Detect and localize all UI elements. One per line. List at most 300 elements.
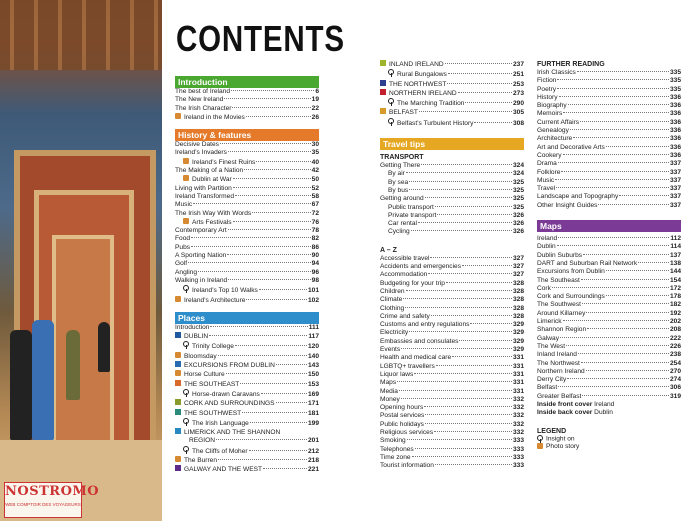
toc-entry	[380, 346, 524, 354]
introduction-list	[175, 88, 319, 122]
toc-entry-page: 331	[512, 387, 524, 395]
dot-leader	[436, 365, 512, 366]
dot-leader	[406, 290, 512, 291]
toc-entry-title: Dublin	[537, 243, 556, 251]
toc-entry-page: 332	[512, 412, 524, 420]
toc-entry-title: Greater Belfast	[537, 392, 582, 400]
dot-leader	[583, 254, 669, 255]
dot-leader	[235, 195, 311, 196]
toc-entry-page: 58	[311, 192, 319, 200]
toc-entry-title: The best of Ireland	[175, 88, 230, 95]
pin-icon	[183, 341, 189, 348]
dot-leader	[568, 104, 669, 105]
history-list	[175, 141, 319, 305]
toc-entry-title: The Irish Language	[192, 419, 249, 427]
toc-entry-title: Ireland’s Architecture	[184, 296, 246, 304]
toc-entry	[537, 177, 681, 185]
toc-entry-page: 6	[315, 88, 319, 95]
toc-entry	[537, 69, 681, 77]
toc-entry-page: 178	[669, 293, 681, 301]
toc-entry	[380, 80, 524, 89]
toc-entry-page: 201	[307, 437, 319, 445]
dot-leader	[470, 323, 512, 324]
toc-entry-page: 327	[512, 263, 524, 271]
toc-entry-title: Maps	[380, 379, 397, 387]
legend-insight: Insight on	[537, 435, 681, 444]
section-header-travel: Travel tips	[380, 138, 524, 150]
dot-leader	[425, 197, 512, 198]
toc-entry-page: 199	[307, 419, 319, 427]
toc-entry-page: 94	[311, 260, 319, 268]
toc-entry-page: 222	[669, 334, 681, 342]
toc-entry-title: Time zone	[380, 453, 411, 461]
camera-icon	[175, 456, 181, 462]
toc-entry	[175, 361, 319, 370]
toc-entry-page: 50	[311, 176, 319, 184]
toc-entry-title: Crime and safety	[380, 312, 430, 320]
pin-icon	[537, 435, 543, 442]
toc-entry-page: 153	[307, 380, 319, 388]
dot-leader	[598, 204, 669, 205]
toc-entry-page: 333	[512, 453, 524, 461]
dot-leader	[399, 390, 512, 391]
dot-leader	[563, 154, 669, 155]
dot-leader	[437, 214, 512, 215]
toc-entry-title: Architecture	[537, 135, 573, 143]
section-color-square-icon	[380, 60, 386, 66]
toc-entry	[380, 437, 524, 445]
toc-entry	[175, 149, 319, 157]
dot-leader	[276, 402, 307, 403]
legend-photo: Photo story	[537, 443, 681, 451]
pin-icon	[388, 98, 394, 105]
dot-leader	[567, 378, 669, 379]
toc-entry	[537, 277, 681, 285]
toc-entry-title: By sea	[388, 178, 409, 186]
toc-entry	[175, 285, 319, 295]
dot-leader	[558, 162, 669, 163]
toc-entry	[537, 202, 681, 210]
toc-entry	[175, 193, 319, 201]
toc-entry-page: 333	[512, 437, 524, 445]
dot-leader	[228, 229, 311, 230]
toc-entry-title: THE SOUTHWEST	[184, 409, 242, 417]
dot-leader	[428, 273, 512, 274]
toc-entry-title: THE SOUTHEAST	[184, 380, 240, 388]
toc-entry	[175, 456, 319, 465]
toc-entry-page: 333	[512, 445, 524, 453]
dot-leader	[228, 279, 310, 280]
toc-entry-page: 327	[512, 271, 524, 279]
dot-leader	[558, 237, 669, 238]
dot-leader	[424, 406, 512, 407]
toc-entry	[175, 218, 319, 227]
toc-entry-page: 328	[512, 287, 524, 295]
toc-entry-page: 337	[669, 168, 681, 176]
dot-leader	[198, 271, 311, 272]
toc-entry	[380, 321, 524, 329]
toc-entry-title: Getting around	[380, 195, 424, 203]
toc-entry-title: Music	[175, 201, 193, 209]
toc-entry	[380, 280, 524, 288]
toc-entry	[537, 301, 681, 309]
toc-entry-title: Public holidays	[380, 420, 424, 428]
toc-entry-page: 326	[512, 220, 524, 228]
dot-leader	[401, 398, 512, 399]
dot-leader	[578, 353, 669, 354]
toc-entry-title: Accessible travel	[380, 254, 430, 262]
toc-entry	[537, 268, 681, 276]
toc-entry	[537, 368, 681, 376]
toc-entry-page: 337	[669, 160, 681, 168]
toc-entry	[380, 179, 524, 187]
toc-entry-page: 90	[311, 252, 319, 260]
dot-leader	[573, 137, 669, 138]
column-1	[175, 72, 319, 475]
dot-leader	[252, 212, 310, 213]
toc-entry	[380, 108, 524, 117]
toc-entry-page: 137	[669, 251, 681, 259]
toc-entry-page: 337	[669, 193, 681, 201]
toc-entry-title: The Irish Way With Words	[175, 209, 252, 217]
dot-leader	[606, 146, 669, 147]
toc-entry-page: 319	[669, 392, 681, 400]
dot-leader	[474, 122, 512, 123]
toc-entry-page: 238	[669, 351, 681, 359]
toc-entry-page: 67	[311, 201, 319, 209]
toc-entry	[175, 105, 319, 113]
dot-leader	[582, 395, 669, 396]
toc-entry	[175, 244, 319, 252]
toc-entry-page: 169	[307, 390, 319, 398]
toc-entry-title: Health and medical care	[380, 354, 452, 362]
toc-entry	[175, 167, 319, 175]
toc-entry	[537, 360, 681, 368]
toc-entry	[537, 343, 681, 351]
toc-entry-title: Memoirs	[537, 110, 563, 118]
toc-entry-page: 171	[307, 400, 319, 408]
dot-leader	[421, 164, 512, 165]
dot-leader	[246, 299, 307, 300]
dot-leader	[409, 189, 512, 190]
maps-list	[537, 235, 681, 401]
dot-leader	[412, 456, 512, 457]
toc-entry-title: Cycling	[388, 228, 410, 236]
camera-icon	[175, 113, 181, 119]
toc-entry-page: 335	[669, 77, 681, 85]
camera-icon	[175, 352, 181, 358]
toc-entry-page: 254	[669, 359, 681, 367]
toc-entry-title: LGBTQ+ travellers	[380, 362, 435, 370]
toc-entry-title: Telephones	[380, 445, 414, 453]
toc-entry-title: Pubs	[175, 243, 191, 251]
toc-entry-page: 82	[311, 235, 319, 243]
dot-leader	[261, 393, 307, 394]
toc-entry-page: 30	[311, 141, 319, 149]
dot-leader	[452, 356, 512, 357]
toc-entry	[175, 141, 319, 149]
toc-entry	[380, 162, 524, 170]
toc-entry-page: 335	[669, 85, 681, 93]
toc-entry-title: Angling	[175, 268, 197, 276]
dot-leader	[445, 63, 512, 64]
toc-entry-title: INLAND IRELAND	[389, 61, 444, 68]
dot-leader	[559, 96, 669, 97]
dot-leader	[246, 116, 311, 117]
toc-entry	[175, 399, 319, 408]
toc-entry-page: 221	[307, 466, 319, 474]
dot-leader	[552, 287, 669, 288]
az-list	[380, 255, 524, 471]
toc-entry	[175, 210, 319, 218]
toc-entry-page: 335	[669, 69, 681, 76]
toc-entry	[537, 252, 681, 260]
dot-leader	[448, 73, 512, 74]
toc-entry	[380, 220, 524, 228]
dot-leader	[233, 187, 311, 188]
toc-entry	[537, 260, 681, 268]
toc-entry-page: 140	[307, 352, 319, 360]
dot-leader	[193, 203, 310, 204]
pin-icon	[183, 389, 189, 396]
toc-entry-title: Travel	[537, 185, 556, 193]
toc-entry-title: Introduction	[175, 323, 210, 331]
ceiling-frieze	[0, 0, 162, 70]
toc-entry-title: History	[537, 93, 558, 101]
visitor-figure	[66, 330, 80, 400]
toc-entry-title: Getting There	[380, 162, 421, 170]
dot-leader	[244, 169, 310, 170]
toc-entry-title: NORTHERN IRELAND	[389, 89, 457, 97]
toc-entry-title: The West	[537, 342, 566, 350]
toc-entry-page: 329	[512, 321, 524, 329]
dot-leader	[210, 326, 307, 327]
legend-label: LEGEND	[537, 427, 567, 435]
toc-entry	[175, 185, 319, 193]
toc-entry	[175, 296, 319, 305]
toc-entry-page: 270	[669, 367, 681, 375]
inside-front-cover: Inside front cover Ireland	[537, 400, 615, 408]
toc-entry-title: Trinity College	[192, 343, 234, 351]
toc-entry-page: 324	[512, 162, 524, 170]
toc-entry	[175, 175, 319, 184]
section-color-square-icon	[175, 428, 181, 434]
toc-entry-title: Biography	[537, 102, 567, 110]
toc-entry-title: Embassies and consulates	[380, 337, 459, 345]
toc-entry-page: 326	[512, 211, 524, 219]
toc-entry	[380, 195, 524, 203]
toc-entry	[175, 269, 319, 277]
toc-entry-page: 336	[669, 135, 681, 143]
toc-entry	[537, 94, 681, 102]
toc-entry-page: 76	[311, 218, 319, 226]
toc-entry-page: 331	[512, 370, 524, 378]
toc-entry-page: 112	[670, 235, 681, 243]
toc-entry	[175, 96, 319, 104]
toc-entry-title: BELFAST	[389, 109, 418, 117]
toc-entry-title: Cork	[537, 284, 551, 292]
toc-entry	[380, 89, 524, 98]
section-color-square-icon	[175, 380, 181, 386]
dot-leader	[561, 171, 669, 172]
toc-entry-title: Music	[537, 176, 555, 184]
toc-entry	[537, 318, 681, 326]
dot-leader	[216, 439, 307, 440]
toc-entry-title: By air	[388, 170, 405, 178]
section-header-history: History & features	[175, 129, 319, 141]
cover-photo	[0, 0, 162, 521]
dot-leader	[405, 307, 512, 308]
toc-entry	[175, 277, 319, 285]
camera-icon	[175, 296, 181, 302]
toc-entry-page: 182	[669, 301, 681, 309]
toc-entry-title: Walking in Ireland	[175, 276, 228, 284]
toc-entry	[380, 363, 524, 371]
toc-entry-title: GALWAY AND THE WEST	[184, 466, 263, 474]
dot-leader	[224, 98, 310, 99]
inside-back-cover: Inside back cover Dublin	[537, 409, 613, 417]
dot-leader	[577, 71, 669, 72]
dot-leader	[218, 459, 307, 460]
toc-entry-page: 337	[669, 176, 681, 184]
toc-entry-page: 329	[512, 346, 524, 354]
dot-leader	[586, 370, 669, 371]
toc-entry-page: 143	[307, 362, 319, 370]
toc-entry-page: 337	[669, 185, 681, 193]
visitor-figure	[98, 322, 110, 372]
toc-entry	[175, 428, 319, 437]
section-header-maps: Maps	[537, 220, 681, 232]
section-color-square-icon	[175, 399, 181, 405]
toc-entry	[537, 293, 681, 301]
toc-entry-page: 138	[669, 259, 681, 267]
toc-entry-page: 332	[512, 404, 524, 412]
toc-entry-page: 111	[308, 323, 319, 331]
toc-entry	[537, 384, 681, 392]
toc-entry	[537, 135, 681, 143]
toc-entry-page: 325	[512, 203, 524, 211]
toc-entry-title: Derry City	[537, 376, 567, 384]
toc-entry-title: Living with Partition	[175, 184, 232, 192]
toc-entry-title: The Marching Tradition	[397, 100, 465, 108]
dot-leader	[191, 246, 311, 247]
section-color-square-icon	[175, 361, 181, 367]
toc-entry	[380, 118, 524, 128]
section-color-square-icon	[175, 332, 181, 338]
dot-leader	[407, 439, 512, 440]
dot-leader	[256, 161, 310, 162]
toc-entry	[380, 329, 524, 337]
toc-entry-title: Galway	[537, 334, 559, 342]
toc-entry-title: Postal services	[380, 412, 425, 420]
toc-entry-title: Budgeting for your trip	[380, 279, 445, 287]
camera-icon	[175, 370, 181, 376]
dot-leader	[233, 221, 311, 222]
dot-leader	[415, 448, 512, 449]
toc-entry	[380, 412, 524, 420]
dot-leader	[231, 90, 314, 91]
toc-entry	[380, 462, 524, 470]
toc-entry-page: 306	[669, 384, 681, 392]
toc-entry-page: 325	[512, 195, 524, 203]
toc-entry-page: 331	[512, 379, 524, 387]
toc-entry	[380, 354, 524, 362]
places-continued-list	[380, 60, 524, 128]
toc-entry-title: Cork and Surroundings	[537, 293, 605, 301]
dot-leader	[411, 230, 512, 231]
toc-entry	[537, 102, 681, 110]
toc-entry-title: Genealogy	[537, 127, 569, 135]
toc-entry-page: 336	[669, 110, 681, 118]
toc-entry-title: Northern Ireland	[537, 367, 585, 375]
places-list	[175, 324, 319, 475]
dot-leader	[446, 282, 512, 283]
toc-entry	[380, 379, 524, 387]
toc-entry	[537, 285, 681, 293]
toc-entry-page: 337	[669, 201, 681, 209]
dot-leader	[557, 88, 669, 89]
transport-label: TRANSPORT	[380, 154, 424, 162]
toc-entry-page: 192	[669, 309, 681, 317]
toc-entry	[537, 160, 681, 168]
toc-entry-page: 251	[512, 71, 524, 79]
toc-entry	[380, 388, 524, 396]
toc-entry	[537, 235, 681, 243]
toc-entry-title: Accommodation	[380, 271, 428, 279]
watermark-name: NOSTROMO	[5, 484, 100, 499]
dot-leader	[209, 335, 307, 336]
toc-entry-title: DUBLIN	[184, 333, 209, 341]
toc-entry-page: 332	[512, 428, 524, 436]
dot-leader	[240, 383, 307, 384]
dot-leader	[465, 102, 512, 103]
toc-entry-title: The Southeast	[537, 276, 580, 284]
toc-entry-title: Ireland’s Top 10 Walks	[192, 287, 258, 295]
toc-entry-title: REGION	[189, 437, 216, 445]
toc-entry	[380, 69, 524, 79]
toc-entry	[380, 305, 524, 313]
toc-entry	[537, 119, 681, 127]
toc-entry-title: The Making of a Nation	[175, 167, 244, 175]
toc-entry-page: 72	[311, 209, 319, 217]
watermark-tagline: WEB COMPTOIR DES VOYAGEURS	[5, 502, 81, 507]
toc-entry	[380, 187, 524, 195]
toc-entry	[175, 389, 319, 399]
toc-entry-page: 26	[311, 113, 319, 121]
toc-entry-title: THE NORTHWEST	[389, 80, 447, 88]
toc-entry-page: 42	[311, 167, 319, 175]
pin-icon	[388, 69, 394, 76]
dot-leader	[228, 151, 311, 152]
toc-entry-title: Cookery	[537, 151, 562, 159]
dot-leader	[638, 262, 669, 263]
toc-entry-title: Clothing	[380, 304, 405, 312]
toc-entry-page: 96	[311, 268, 319, 276]
toc-entry	[537, 335, 681, 343]
toc-entry-page: 336	[669, 151, 681, 159]
toc-entry-title: CORK AND SURROUNDINGS	[184, 400, 275, 408]
toc-entry	[380, 338, 524, 346]
toc-entry	[380, 263, 524, 271]
toc-entry	[537, 86, 681, 94]
toc-entry	[380, 371, 524, 379]
toc-entry	[537, 393, 681, 401]
toc-entry-title: Dublin at War	[192, 176, 232, 184]
dot-leader	[232, 107, 310, 108]
toc-entry-page: 172	[669, 284, 681, 292]
toc-entry-page: 308	[512, 119, 524, 127]
toc-entry-title: Excursions from Dublin	[537, 268, 605, 276]
